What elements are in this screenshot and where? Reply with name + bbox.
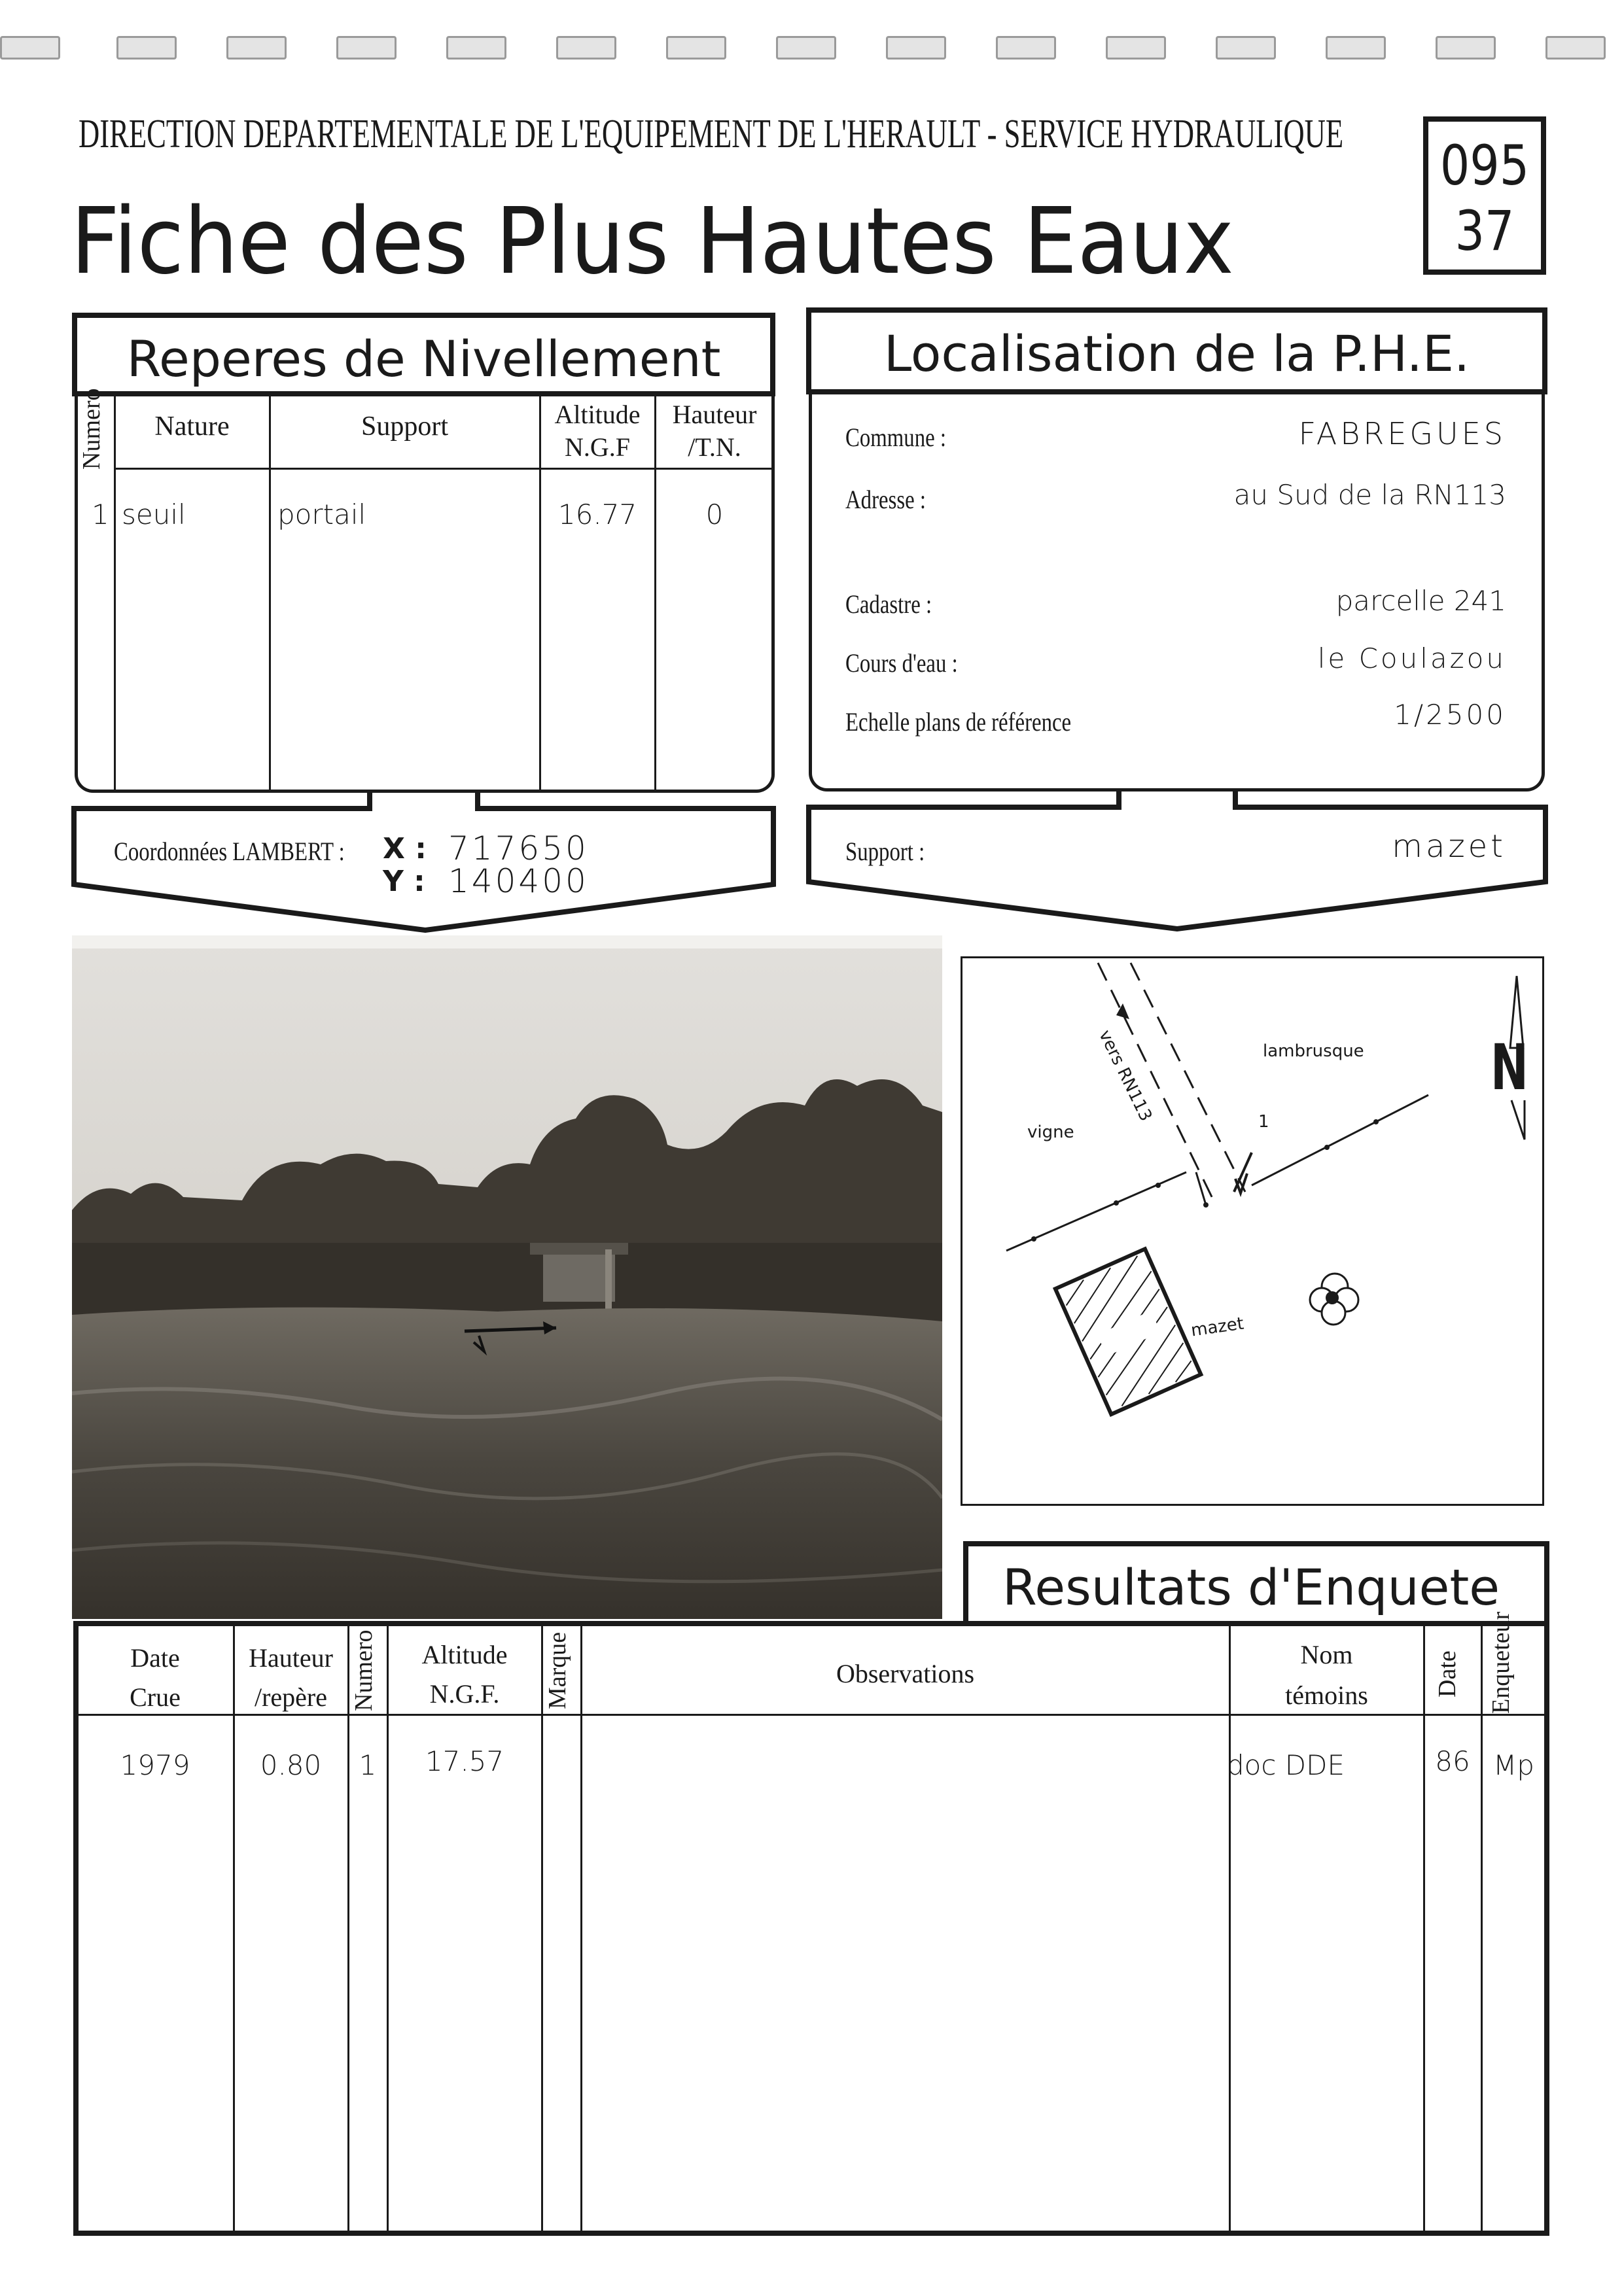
reperes-col-nature: Nature xyxy=(154,411,230,442)
resultats-row-date-crue: 1979 xyxy=(120,1749,190,1781)
map-road-label: vers RN113 xyxy=(1095,1027,1156,1124)
lambert-x-value: 717650 xyxy=(448,829,589,867)
fiche-code-bottom: 37 xyxy=(1455,199,1515,263)
page-title: Fiche des Plus Hautes Eaux xyxy=(71,188,1234,295)
resultats-title-box xyxy=(963,1541,1549,1626)
lambert-y-value: 140400 xyxy=(448,862,589,900)
echelle-label: Echelle plans de référence xyxy=(845,707,1072,737)
lambert-label: Coordonnées LAMBERT : xyxy=(114,837,345,866)
cours-eau-value: le Coulazou xyxy=(1317,642,1506,674)
reperes-row-nature: seuil xyxy=(122,498,186,531)
support-label: Support : xyxy=(845,837,925,866)
cadastre-label: Cadastre : xyxy=(845,589,932,619)
punch-hole xyxy=(886,36,946,60)
punch-hole xyxy=(556,36,616,60)
fiche-number-box xyxy=(1423,116,1546,275)
resultats-col-altitude: Altitude xyxy=(421,1640,508,1669)
north-arrow-icon: N xyxy=(1491,1031,1528,1104)
reperes-col-hauteur-sub: /T.N. xyxy=(688,432,741,462)
reperes-col-support: Support xyxy=(361,411,448,442)
punch-hole xyxy=(1326,36,1386,60)
cours-eau-label: Cours d'eau : xyxy=(845,648,958,678)
adresse-value: au Sud de la RN113 xyxy=(1233,479,1506,511)
localisation-title: Localisation de la P.H.E. xyxy=(883,324,1470,383)
resultats-title: Resultats d'Enquete xyxy=(1002,1558,1500,1616)
commune-value: FABREGUES xyxy=(1298,416,1506,451)
commune-label: Commune : xyxy=(845,423,946,452)
resultats-col-hauteur-sub: /repère xyxy=(254,1682,327,1712)
punch-hole xyxy=(446,36,506,60)
punch-hole xyxy=(1436,36,1496,60)
fiche-code-top: 095 xyxy=(1439,133,1530,198)
resultats-col-altitude-sub: N.G.F. xyxy=(429,1679,500,1709)
punch-hole xyxy=(116,36,177,60)
resultats-col-nom: Nom xyxy=(1300,1640,1353,1669)
resultats-row-hauteur: 0.80 xyxy=(260,1749,322,1781)
map-lambrusque-label: lambrusque xyxy=(1263,1041,1364,1061)
direction-header: DIRECTION DEPARTEMENTALE DE L'EQUIPEMENT DE L'HERAULT - SERVICE HYDRAULIQUE xyxy=(79,112,1344,156)
reperes-row-altitude: 16.77 xyxy=(557,498,637,531)
resultats-col-hauteur: Hauteur xyxy=(249,1643,333,1673)
resultats-col-marque: Marque xyxy=(544,1631,571,1710)
adresse-label: Adresse : xyxy=(845,485,926,514)
echelle-value: 1/2500 xyxy=(1394,699,1506,731)
resultats-col-date-crue: Date xyxy=(130,1643,180,1673)
resultats-col-enqueteur: Enqueteur xyxy=(1487,1611,1515,1714)
reperes-col-altitude-sub: N.G.F xyxy=(564,432,631,462)
support-value: mazet xyxy=(1392,828,1506,865)
map-marker-number: 1 xyxy=(1258,1112,1269,1132)
punch-hole xyxy=(1545,36,1606,60)
site-photograph xyxy=(72,935,942,1619)
resultats-row-nom: doc DDE xyxy=(1227,1749,1345,1781)
resultats-col-date: Date xyxy=(1434,1650,1461,1697)
reperes-row-numero: 1 xyxy=(92,498,109,531)
resultats-col-observations: Observations xyxy=(836,1659,975,1688)
reperes-col-altitude: Altitude xyxy=(554,400,641,429)
punch-hole xyxy=(336,36,397,60)
reperes-title-box xyxy=(72,313,775,396)
reperes-title: Reperes de Nivellement xyxy=(126,330,721,388)
cadastre-value: parcelle 241 xyxy=(1335,585,1506,617)
localisation-title-box xyxy=(806,307,1547,394)
punch-hole xyxy=(1106,36,1166,60)
reperes-col-hauteur: Hauteur xyxy=(672,400,757,429)
punch-hole xyxy=(0,36,60,60)
lambert-x-label: X : xyxy=(383,832,427,865)
resultats-row-numero: 1 xyxy=(359,1749,377,1781)
punch-hole xyxy=(226,36,287,60)
resultats-row-enqueteur: Mp xyxy=(1493,1749,1534,1781)
site-map xyxy=(961,956,1544,1506)
reperes-col-numero: Numero xyxy=(78,388,105,470)
punch-hole xyxy=(996,36,1056,60)
resultats-col-date-crue-sub: Crue xyxy=(130,1682,181,1712)
resultats-col-numero: Numero xyxy=(350,1629,378,1712)
reperes-row-support: portail xyxy=(277,498,366,531)
resultats-table xyxy=(73,1621,1549,2236)
map-vigne-label: vigne xyxy=(1027,1122,1074,1142)
resultats-col-nom-sub: témoins xyxy=(1285,1680,1368,1710)
punch-hole xyxy=(1216,36,1276,60)
punch-hole xyxy=(776,36,836,60)
map-mazet-label: mazet xyxy=(1190,1313,1245,1341)
resultats-row-altitude: 17.57 xyxy=(425,1745,504,1777)
lambert-y-label: Y : xyxy=(383,865,425,898)
reperes-row-hauteur: 0 xyxy=(705,498,724,531)
punch-hole xyxy=(666,36,726,60)
resultats-row-date: 86 xyxy=(1435,1745,1470,1777)
